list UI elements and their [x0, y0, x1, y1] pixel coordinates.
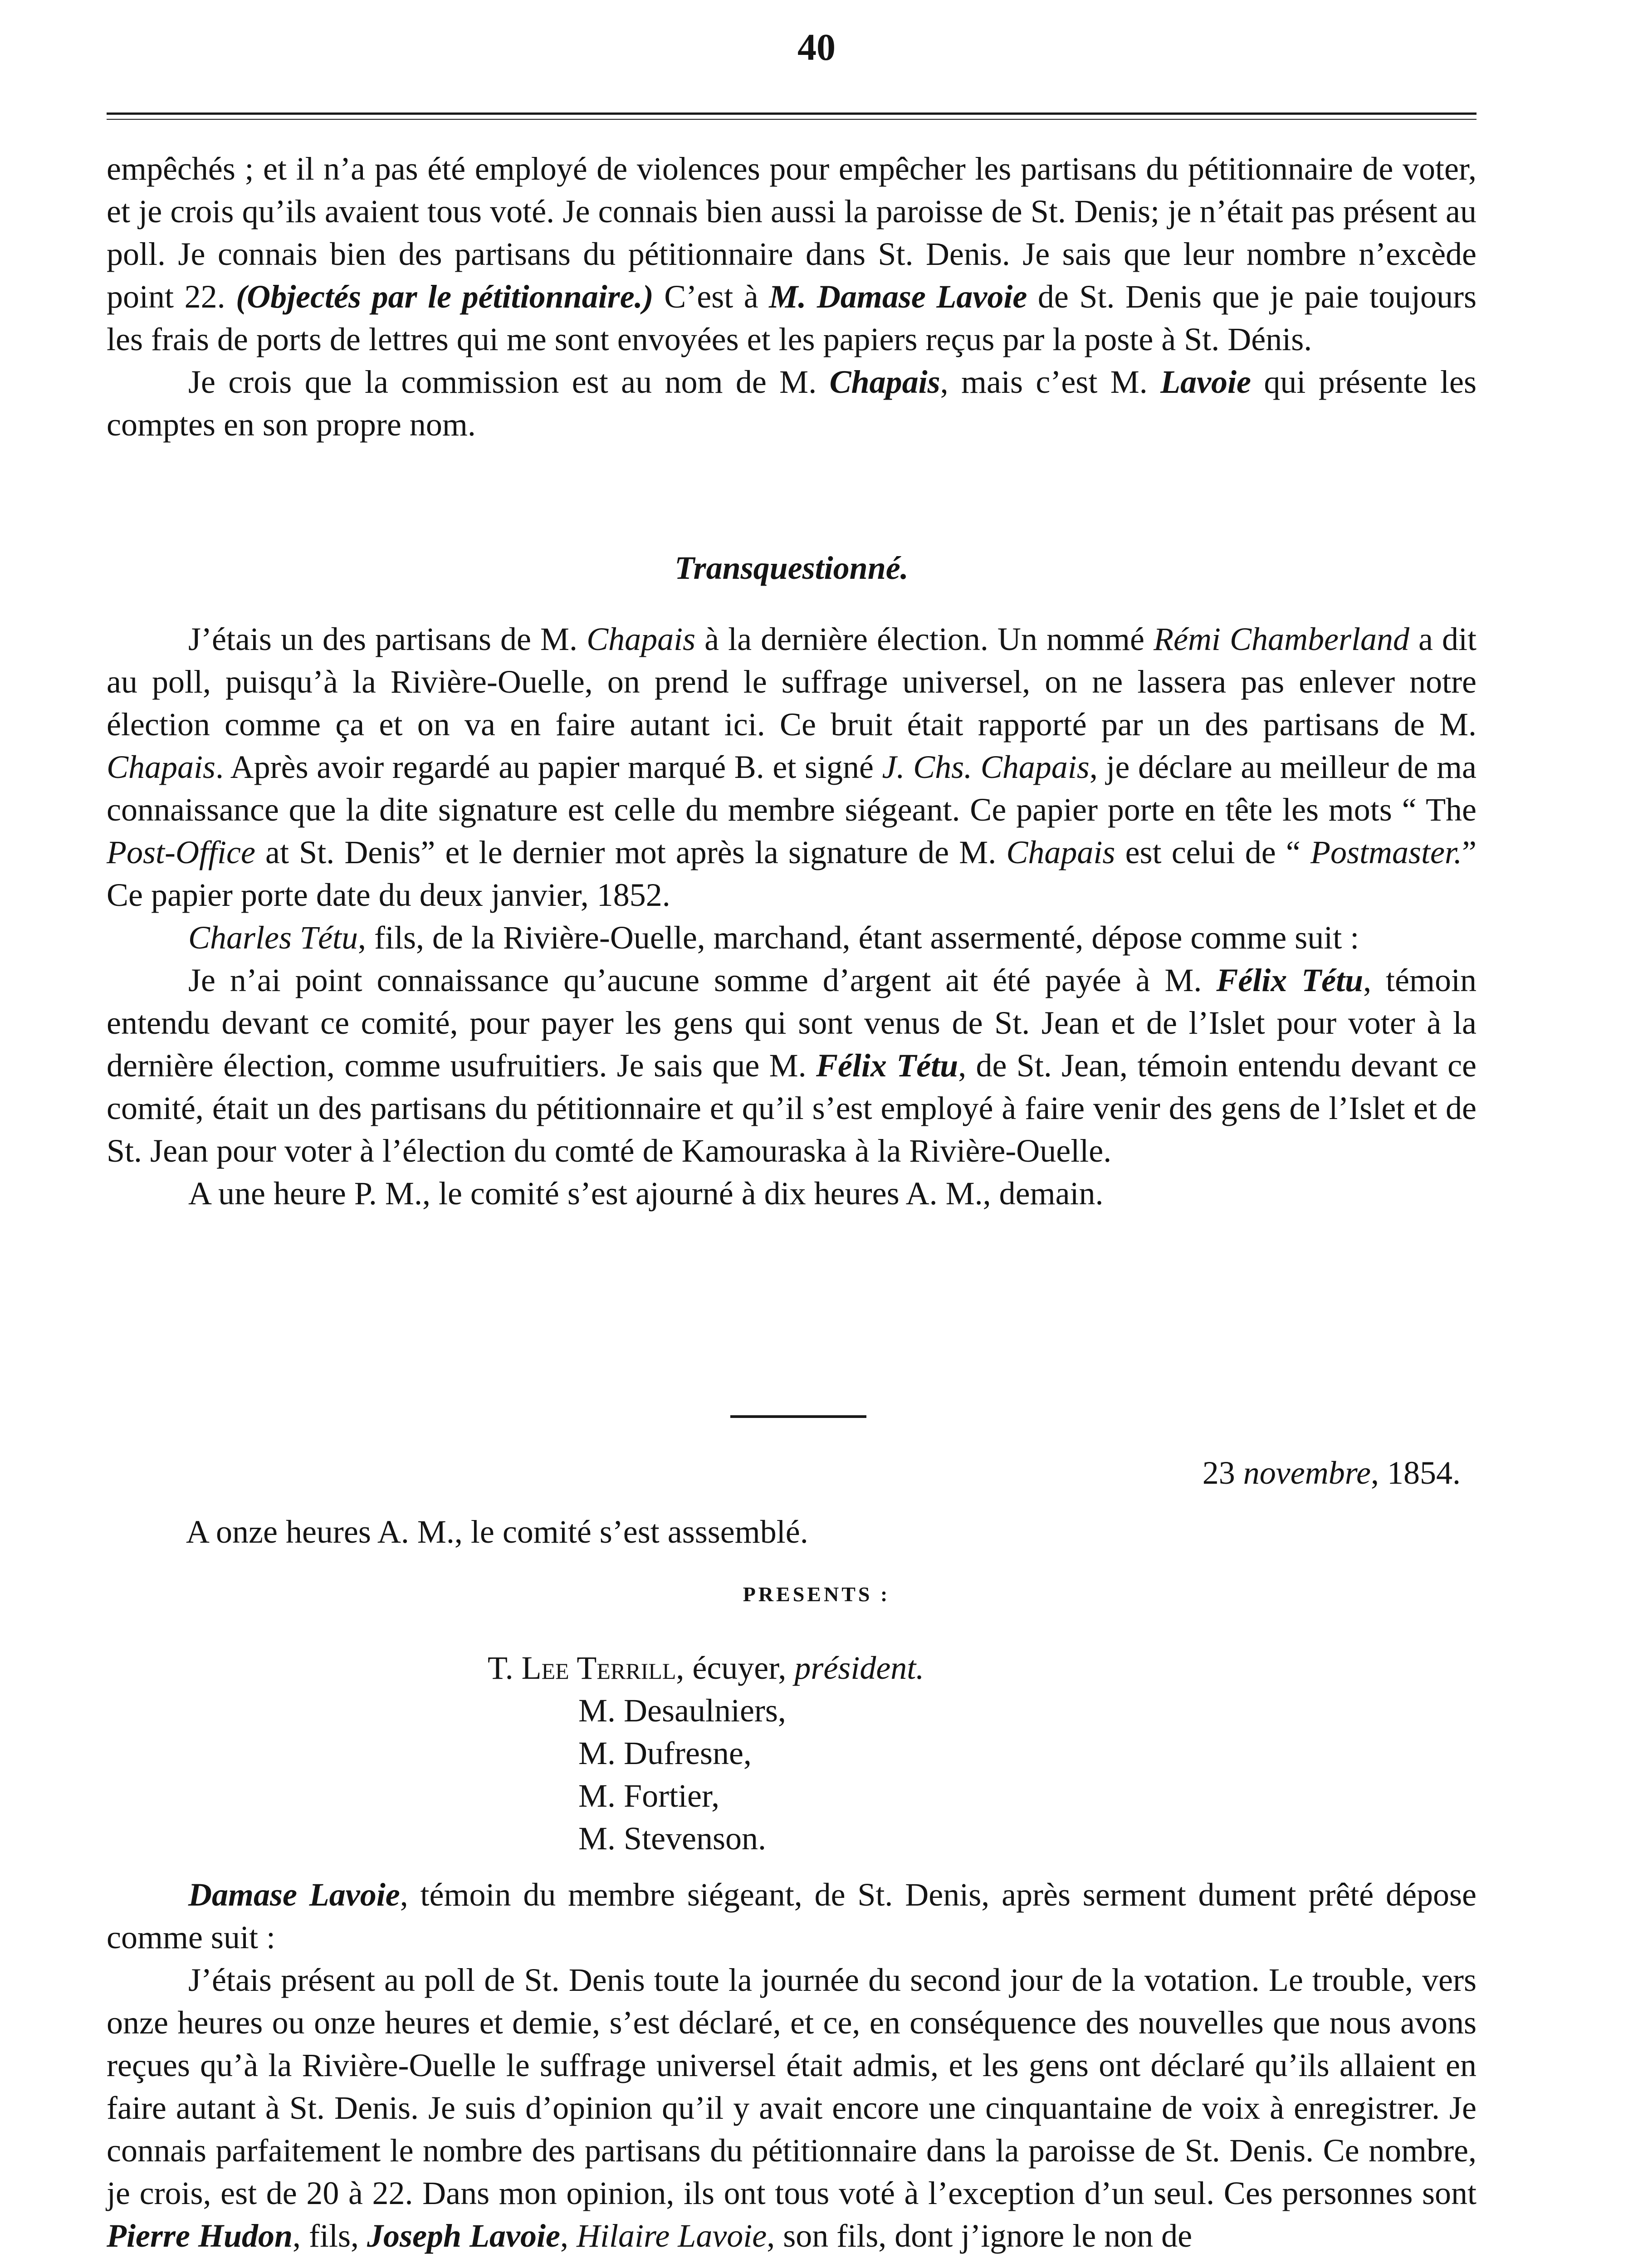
paragraph: Charles Tétu, fils, de la Rivière-Ouelle, marchand, étant assermenté, dépose comme suit : [188, 919, 1359, 956]
testimony-lavoie [107, 1873, 1477, 2257]
section-heading-transquestionne: Transquestionné. [675, 550, 909, 586]
paragraph: A une heure P. M., le comité s’est ajourné à dix heures A. M., demain. [188, 1175, 1104, 1212]
member-president: T. Lee Terrill, écuyer, président. [488, 1650, 924, 1686]
page-number: 40 [797, 26, 836, 68]
section-separator [730, 1415, 866, 1418]
person-name: Lavoie [1160, 364, 1252, 400]
paragraph: Je n’ai point connaissance qu’aucune somme d’argent ait été payée à M. Félix Tétu, témoin entendu devant ce comité, pour payer les gens qui sont venus de St. Jean et de l’Islet pour voter à la dernière élection, comme usufruitiers. Je sais que M. Félix Tétu, de St. Jean, témoin entendu devant ce comité, était un des partisans du pétitionnaire et qu’il s’est employé à faire venir des gens de l’Islet et de St. Jean pour voter à l’élection du comté de Kamouraska à la Rivière-Ouelle. [107, 962, 1477, 1169]
person-name: Damase Lavoie [188, 1877, 400, 1913]
person-name: Charles Tétu [188, 919, 358, 956]
paragraph: Damase Lavoie, témoin du membre siégeant, de St. Denis, après serment dument prêté dépose comme suit : [107, 1877, 1477, 1955]
presents-heading: PRESENTS : [743, 1583, 890, 1606]
person-name: Chapais [829, 364, 940, 400]
testimony-continued [107, 147, 1477, 446]
cross-examination [107, 618, 1477, 1215]
objection-note: (Objectés par le pétitionnaire.) [236, 279, 654, 315]
member: M. Stevenson. [578, 1820, 766, 1857]
session-date: 23 novembre, 1854. [1202, 1455, 1461, 1491]
paragraph: empêchés ; et il n’a pas été employé de violences pour empêcher les partisans du pétitionnaire de voter, et je crois qu’ils avaient tous voté. Je connais bien aussi la paroisse de St. Denis; je n’était pas présent au poll. Je connais bien des partisans du pétitionnaire dans St. Denis. Je sais que leur nombre n’excède point 22. (Objectés par le pétitionnaire.) C’est à M. Damase Lavoie de St. Denis que je paie toujours les frais de ports de lettres qui me sont envoyées et les papiers reçus par la poste à St. Dénis. [107, 151, 1477, 357]
member: M. Fortier, [578, 1778, 720, 1814]
session-opening: A onze heures A. M., le comité s’est asssemblé. [186, 1514, 808, 1550]
paragraph: J’étais un des partisans de M. Chapais à la dernière élection. Un nommé Rémi Chamberland a dit au poll, puisqu’à la Rivière-Ouelle, on prend le suffrage universel, on ne lassera pas enlever notre élection comme ça et on va en faire autant ici. Ce bruit était rapporté par un des partisans de M. Chapais. Après avoir regardé au papier marqué B. et signé J. Chs. Chapais, je déclare au meilleur de ma connaissance que la dite signature est celle du membre siégeant. Ce papier porte en tête les mots “ The Post-Office at St. Denis” et le dernier mot après la signature de M. Chapais est celui de “ Postmaster.” Ce papier porte date du deux janvier, 1852. [107, 621, 1477, 913]
member: M. Desaulniers, [578, 1692, 786, 1729]
paragraph: J’étais présent au poll de St. Denis toute la journée du second jour de la votation. Le trouble, vers onze heures ou onze heures et demie, s’est déclaré, et ce, en conséquence des nouvelles que nous avons reçues qu’à la Rivière-Ouelle le suffrage universel était admis, et les gens ont déclaré qu’ils allaient en faire autant à St. Denis. Je suis d’opinion qu’il y avait encore une cinquantaine de voix à enregistrer. Je connais parfaitement le nombre des partisans du pétitionnaire dans la paroisse de St. Denis. Ce nombre, je crois, est de 20 à 22. Dans mon opinion, ils ont tous voté à l’exception d’un seul. Ces personnes sont Pierre Hudon, fils, Joseph Lavoie, Hilaire Lavoie, son fils, dont j’ignore le non de [107, 1962, 1477, 2254]
paragraph: Je crois que la commission est au nom de M. Chapais, mais c’est M. Lavoie qui présente les comptes en son propre nom. [107, 364, 1477, 443]
member: M. Dufresne, [578, 1735, 752, 1771]
header-rule-thin [107, 119, 1477, 120]
members-list [488, 1647, 924, 1860]
person-name: M. Damase Lavoie [769, 279, 1027, 315]
header-rule-thick [107, 112, 1477, 115]
